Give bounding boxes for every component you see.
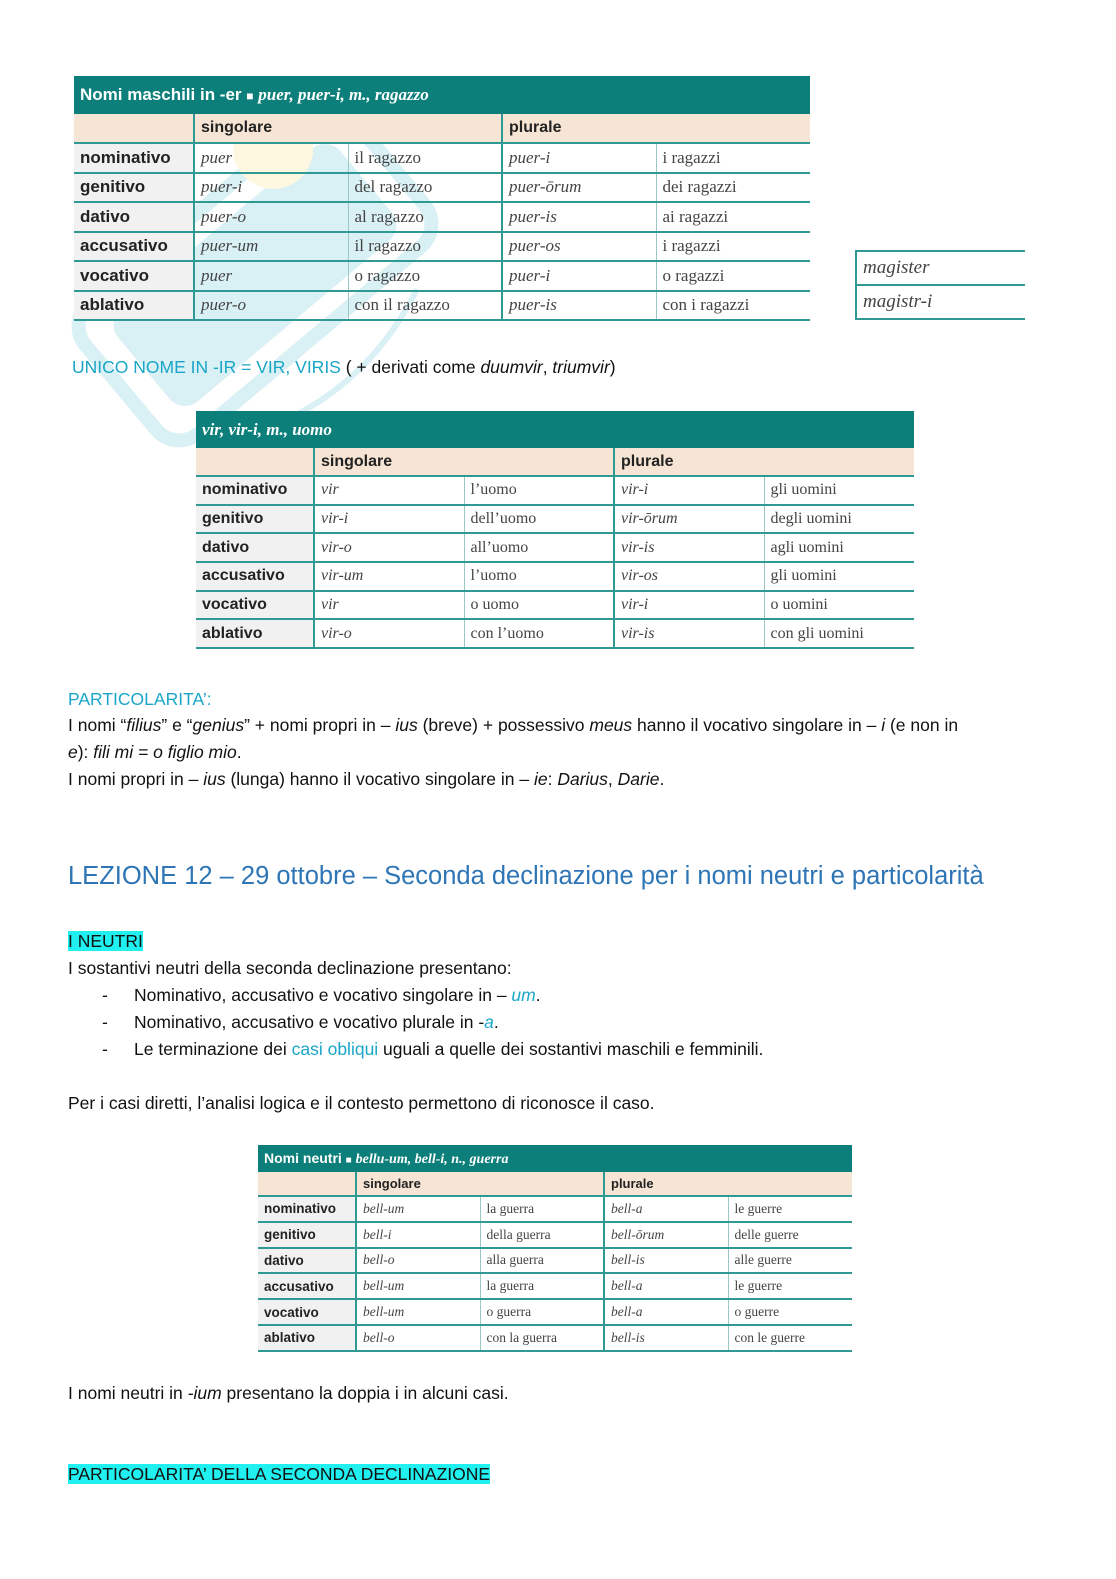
latin-form: vir-i (314, 505, 464, 534)
latin-form: puer-os (502, 232, 656, 262)
latin-form: vir-i (614, 476, 764, 505)
header-plurale: plurale (502, 114, 810, 143)
latin-form: puer-i (502, 261, 656, 291)
table-row (258, 1196, 852, 1222)
neutri-bullet-list (68, 982, 763, 1063)
italian-translation: le guerre (728, 1273, 852, 1299)
latin-form: bell-i (356, 1222, 480, 1248)
table-row (258, 1248, 852, 1274)
latin-form: bell-um (356, 1299, 480, 1325)
latin-form: bell-o (356, 1248, 480, 1274)
magister-nominative: magister (855, 250, 1025, 284)
italian-translation: alla guerra (480, 1248, 604, 1274)
case-label: dativo (196, 533, 314, 562)
table-nomi-maschili-er (74, 76, 810, 321)
header-singolare: singolare (356, 1172, 604, 1196)
case-label: vocativo (196, 591, 314, 620)
ium-text: I nomi neutri in -ium presentano la doppia i in alcuni casi. (68, 1383, 509, 1403)
case-label: ablativo (74, 291, 194, 321)
italian-translation: con gli uomini (764, 619, 914, 648)
latin-form: vir-ōrum (614, 505, 764, 534)
case-label: genitivo (258, 1222, 356, 1248)
header-plurale: plurale (614, 448, 914, 476)
list-item: - Le terminazione dei casi obliqui uguali a quelle dei sostantivi maschili e femminili. (68, 1036, 763, 1063)
latin-form: bell-a (604, 1273, 728, 1299)
italian-translation: o guerra (480, 1299, 604, 1325)
latin-form: puer-is (502, 291, 656, 321)
header-singolare: singolare (194, 114, 502, 143)
italian-translation: l’uomo (464, 562, 614, 591)
latin-form: puer (194, 261, 348, 291)
latin-form: puer (194, 143, 348, 173)
latin-form: puer-o (194, 202, 348, 232)
italian-translation: le guerre (728, 1196, 852, 1222)
italian-translation: la guerra (480, 1273, 604, 1299)
table-title: vir, vir-i, m., uomo (196, 411, 914, 448)
header-singolare: singolare (314, 448, 614, 476)
table-row (258, 1273, 852, 1299)
italian-translation: i ragazzi (656, 232, 810, 262)
table-row (196, 476, 914, 505)
case-label: accusativo (196, 562, 314, 591)
latin-form: puer-um (194, 232, 348, 262)
italian-translation: con la guerra (480, 1325, 604, 1351)
particolarita-line-2: e): fili mi = o figlio mio. (68, 742, 242, 762)
italian-translation: l’uomo (464, 476, 614, 505)
italian-translation: gli uomini (764, 562, 914, 591)
latin-form: vir-os (614, 562, 764, 591)
table-row (196, 619, 914, 648)
italian-translation: i ragazzi (656, 143, 810, 173)
case-label: dativo (74, 202, 194, 232)
italian-translation: all’uomo (464, 533, 614, 562)
case-label: nominativo (74, 143, 194, 173)
table-row (74, 291, 810, 321)
latin-form: vir-um (314, 562, 464, 591)
particolarita-line-1: I nomi “filius” e “genius” + nomi propri in – ius (breve) + possessivo meus hanno il vocativo singolare in – i (e non in (68, 715, 959, 735)
magister-table-fragment (855, 250, 1025, 320)
table-row (258, 1299, 852, 1325)
italian-translation: alle guerre (728, 1248, 852, 1274)
latin-form: vir-o (314, 533, 464, 562)
table-row (74, 143, 810, 173)
italian-translation: dell’uomo (464, 505, 614, 534)
case-label: vocativo (258, 1299, 356, 1325)
italian-translation: dei ragazzi (656, 173, 810, 203)
particolarita-line-3: I nomi propri in – ius (lunga) hanno il vocativo singolare in – ie: Darius, Darie. (68, 769, 665, 789)
corner-cell (196, 448, 314, 476)
table-row (74, 173, 810, 203)
latin-form: bell-is (604, 1325, 728, 1351)
italian-translation: delle guerre (728, 1222, 852, 1248)
unico-nome-line: UNICO NOME IN -IR = VIR, VIRIS ( + derivati come duumvir, triumvir) (72, 357, 616, 377)
case-label: nominativo (196, 476, 314, 505)
case-label: genitivo (196, 505, 314, 534)
italian-translation: o guerre (728, 1299, 852, 1325)
italian-translation: con il ragazzo (348, 291, 502, 321)
case-label: accusativo (258, 1273, 356, 1299)
case-label: ablativo (196, 619, 314, 648)
italian-translation: con l’uomo (464, 619, 614, 648)
particolarita-heading: PARTICOLARITA’: (68, 689, 212, 709)
list-item: - Nominativo, accusativo e vocativo singolare in – um. (68, 982, 763, 1009)
table-row (74, 202, 810, 232)
corner-cell (258, 1172, 356, 1196)
italian-translation: della guerra (480, 1222, 604, 1248)
latin-form: bell-o (356, 1325, 480, 1351)
lesson-title: LEZIONE 12 – 29 ottobre – Seconda declinazione per i nomi neutri e particolarità (68, 862, 984, 890)
latin-form: puer-is (502, 202, 656, 232)
table-row (258, 1325, 852, 1351)
italian-translation: o ragazzo (348, 261, 502, 291)
latin-form: vir-is (614, 619, 764, 648)
case-label: dativo (258, 1248, 356, 1274)
italian-translation: con i ragazzi (656, 291, 810, 321)
case-label: vocativo (74, 261, 194, 291)
corner-cell (74, 114, 194, 143)
italian-translation: il ragazzo (348, 232, 502, 262)
table-row (196, 505, 914, 534)
neutri-intro: I sostantivi neutri della seconda declinazione presentano: (68, 958, 512, 978)
table-nomi-neutri (258, 1145, 852, 1352)
latin-form: puer-i (502, 143, 656, 173)
latin-form: puer-o (194, 291, 348, 321)
list-item: - Nominativo, accusativo e vocativo plurale in -a. (68, 1009, 763, 1036)
header-plurale: plurale (604, 1172, 852, 1196)
table-title: Nomi neutri ■ bellu-um, bell-i, n., guerra (258, 1145, 852, 1172)
italian-translation: ai ragazzi (656, 202, 810, 232)
italian-translation: del ragazzo (348, 173, 502, 203)
case-label: genitivo (74, 173, 194, 203)
case-label: accusativo (74, 232, 194, 262)
latin-form: bell-is (604, 1248, 728, 1274)
latin-form: bell-um (356, 1273, 480, 1299)
casi-diretti-text: Per i casi diretti, l’analisi logica e il contesto permettono di riconosce il caso. (68, 1093, 655, 1113)
latin-form: vir (314, 476, 464, 505)
table-vir (196, 411, 914, 649)
latin-form: vir (314, 591, 464, 620)
italian-translation: agli uomini (764, 533, 914, 562)
table-row (74, 261, 810, 291)
case-label: ablativo (258, 1325, 356, 1351)
latin-form: bell-um (356, 1196, 480, 1222)
magister-genitive: magistr-i (855, 284, 1025, 320)
latin-form: vir-is (614, 533, 764, 562)
italian-translation: il ragazzo (348, 143, 502, 173)
neutri-heading: I NEUTRI (68, 931, 143, 951)
latin-form: bell-ōrum (604, 1222, 728, 1248)
italian-translation: la guerra (480, 1196, 604, 1222)
italian-translation: al ragazzo (348, 202, 502, 232)
table-title: Nomi maschili in -er ■ puer, puer-i, m., ragazzo (74, 76, 810, 114)
table-row (196, 562, 914, 591)
latin-form: puer-ōrum (502, 173, 656, 203)
italian-translation: o ragazzi (656, 261, 810, 291)
latin-form: puer-i (194, 173, 348, 203)
italian-translation: o uomini (764, 591, 914, 620)
latin-form: vir-i (614, 591, 764, 620)
italian-translation: con le guerre (728, 1325, 852, 1351)
table-row (196, 591, 914, 620)
seconda-declinazione-heading: PARTICOLARITA’ DELLA SECONDA DECLINAZIONE (68, 1464, 491, 1484)
table-row (74, 232, 810, 262)
case-label: nominativo (258, 1196, 356, 1222)
italian-translation: degli uomini (764, 505, 914, 534)
italian-translation: o uomo (464, 591, 614, 620)
latin-form: bell-a (604, 1299, 728, 1325)
latin-form: vir-o (314, 619, 464, 648)
italian-translation: gli uomini (764, 476, 914, 505)
latin-form: bell-a (604, 1196, 728, 1222)
table-row (258, 1222, 852, 1248)
table-row (196, 533, 914, 562)
